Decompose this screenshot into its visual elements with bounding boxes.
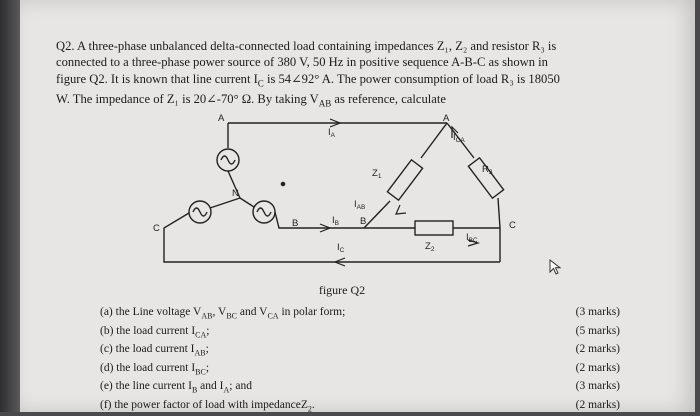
wire-n-c (210, 198, 240, 208)
marks-label: (2 marks) (548, 398, 620, 416)
wire-z1-b (364, 201, 390, 228)
label-c-right: C (509, 220, 516, 231)
label-ib: $I_B$ (332, 215, 339, 227)
label-ia: $I_A$ (328, 127, 336, 139)
marks-label: (3 marks) (548, 305, 620, 324)
mouse-cursor-icon (548, 258, 564, 276)
label-b-load: B (360, 216, 366, 227)
marks-label: (2 marks) (548, 342, 620, 361)
label-z1: $Z_1$ (372, 168, 382, 180)
part-d: (d) the load current $I_{BC}$; (2 marks) (100, 361, 620, 380)
wire-n-b (240, 198, 254, 207)
label-n: N (232, 188, 239, 199)
question-line: figure Q2. It is known that line current $I_C$ is 54∠92° A. The power consumption of load R₃ is 18050 (56, 71, 636, 92)
label-r3: $R_3$ (482, 164, 493, 176)
sine-wave-icon (257, 208, 271, 216)
wire-r3-c (498, 198, 500, 228)
part-e: (e) the line current $I_B$ and $I_A$; and (3 marks) (100, 379, 620, 398)
label-ibc: $I_{BC}$ (466, 232, 478, 244)
question-parts-list (100, 305, 620, 416)
part-f: (f) the power factor of load with impedanceZ$_2$. (2 marks) (100, 398, 620, 416)
figure-caption: figure Q2 (0, 283, 700, 298)
marks-label: (2 marks) (548, 361, 620, 380)
impedance-z1 (387, 160, 422, 200)
node-dot (281, 182, 284, 185)
question-line: Q2. A three-phase unbalanced delta-connected load containing impedances Z₁, Z₂ and resistor R₃ is (56, 38, 636, 54)
label-a-load: A (443, 113, 450, 124)
marks-label: (5 marks) (548, 324, 620, 343)
part-c: (c) the load current $I_{AB}$; (2 marks) (100, 342, 620, 361)
label-a-source: A (218, 113, 225, 124)
sine-wave-icon (193, 208, 207, 216)
label-c-left: C (153, 223, 160, 234)
impedance-z2 (415, 221, 453, 235)
marks-label: (3 marks) (548, 379, 620, 398)
label-ica: $I_{CA}$ (453, 132, 465, 144)
label-b-source: B (292, 218, 298, 229)
label-iab: $I_{AB}$ (354, 199, 365, 211)
label-ic: $I_C$ (337, 242, 345, 254)
part-a: (a) the Line voltage $V_{AB}$, $V_{BC}$ and $V_{CA}$ in polar form; (3 marks) (100, 305, 620, 324)
part-b: (b) the load current $I_{CA}$; (5 marks) (100, 324, 620, 343)
sine-wave-icon (221, 156, 235, 164)
question-line: connected to a three-phase power source of 380 V, 50 Hz in positive sequence A-B-C as shown in (56, 54, 636, 70)
question-line: W. The impedance of Z₁ is 20∠-70° Ω. By taking $V_{AB}$ as reference, calculate (56, 91, 636, 112)
wire-a-z1 (421, 123, 447, 158)
wire-b-line (275, 212, 364, 228)
arrow-iab-icon (396, 205, 406, 214)
label-z2: $Z_2$ (425, 241, 435, 253)
